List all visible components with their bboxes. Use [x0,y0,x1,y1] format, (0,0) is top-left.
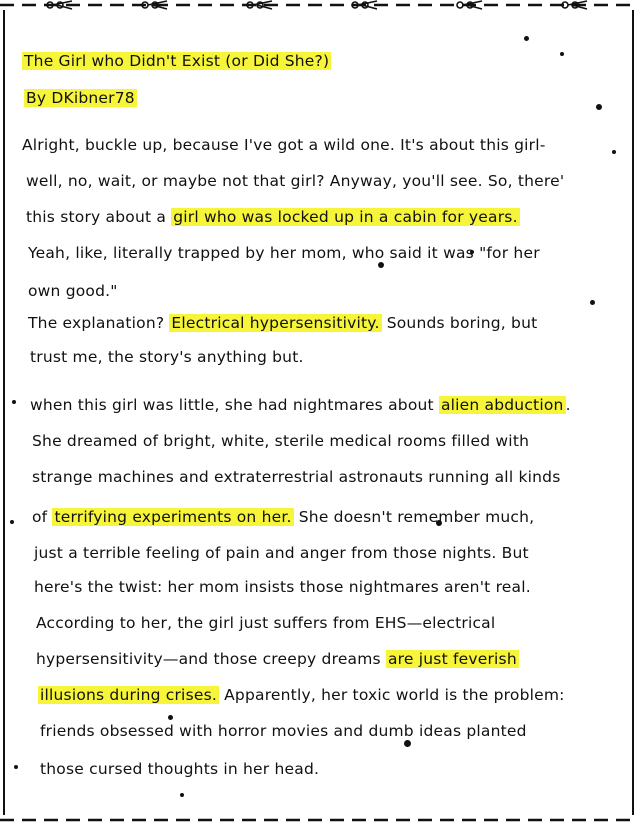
body-line [34,578,531,596]
body-text: According to her, the girl just suffers from EHS—electrical [36,614,496,632]
body-line [38,686,565,704]
body-text: own good." [28,282,118,300]
body-text: The explanation? [28,314,170,332]
body-line [34,544,529,562]
body-line [30,396,571,414]
body-text: friends obsessed with horror movies and dumb ideas planted [40,722,527,740]
body-line [22,136,546,154]
body-line [40,722,527,740]
body-text: Yeah, like, literally trapped by her mom, who said it was "for her [28,244,540,262]
highlighted-text: Electrical hypersensitivity. [171,314,380,332]
highlighted-text: illusions during crises. [40,686,217,704]
document-title: The Girl who Didn't Exist (or Did She?) [24,52,330,70]
body-line [32,468,560,486]
document-author: By DKibner78 [26,89,135,107]
highlighted-text: girl who was locked up in a cabin for years. [173,208,518,226]
body-text: this story about a [26,208,172,226]
body-line [32,432,529,450]
body-line [28,314,537,332]
body-text: hypersensitivity—and those creepy dreams [36,650,386,668]
body-line [30,348,304,366]
body-text: here's the twist: her mom insists those nightmares aren't real. [34,578,531,596]
body-text: when this girl was little, she had nightmares about [30,396,439,414]
body-text: well, no, wait, or maybe not that girl? Anyway, you'll see. So, there' [26,172,565,190]
body-text: those cursed thoughts in her head. [40,760,320,778]
body-text: She doesn't remember much, [293,508,535,526]
body-text: She dreamed of bright, white, sterile medical rooms filled with [32,432,530,450]
body-text: of [32,508,53,526]
body-text: Sounds boring, but [381,314,538,332]
body-text: Apparently, her toxic world is the problem: [218,686,565,704]
body-text: just a terrible feeling of pain and anger from those nights. But [34,544,529,562]
body-line [36,614,495,632]
body-line [32,508,534,526]
body-text: Alright, buckle up, because I've got a wild one. It's about this girl- [22,136,546,154]
body-line [28,282,118,300]
body-line [26,208,520,226]
body-line [40,760,319,778]
highlighted-text: alien abduction [440,396,564,414]
highlighted-text: are just feverish [387,650,517,668]
highlighted-text: terrifying experiments on her. [54,508,292,526]
body-text: trust me, the story's anything but. [30,348,304,366]
body-line [28,244,540,262]
body-text: . [565,396,571,414]
body-text: strange machines and extraterrestrial astronauts running all kinds [32,468,561,486]
body-line [36,650,519,668]
body-line [26,172,564,190]
